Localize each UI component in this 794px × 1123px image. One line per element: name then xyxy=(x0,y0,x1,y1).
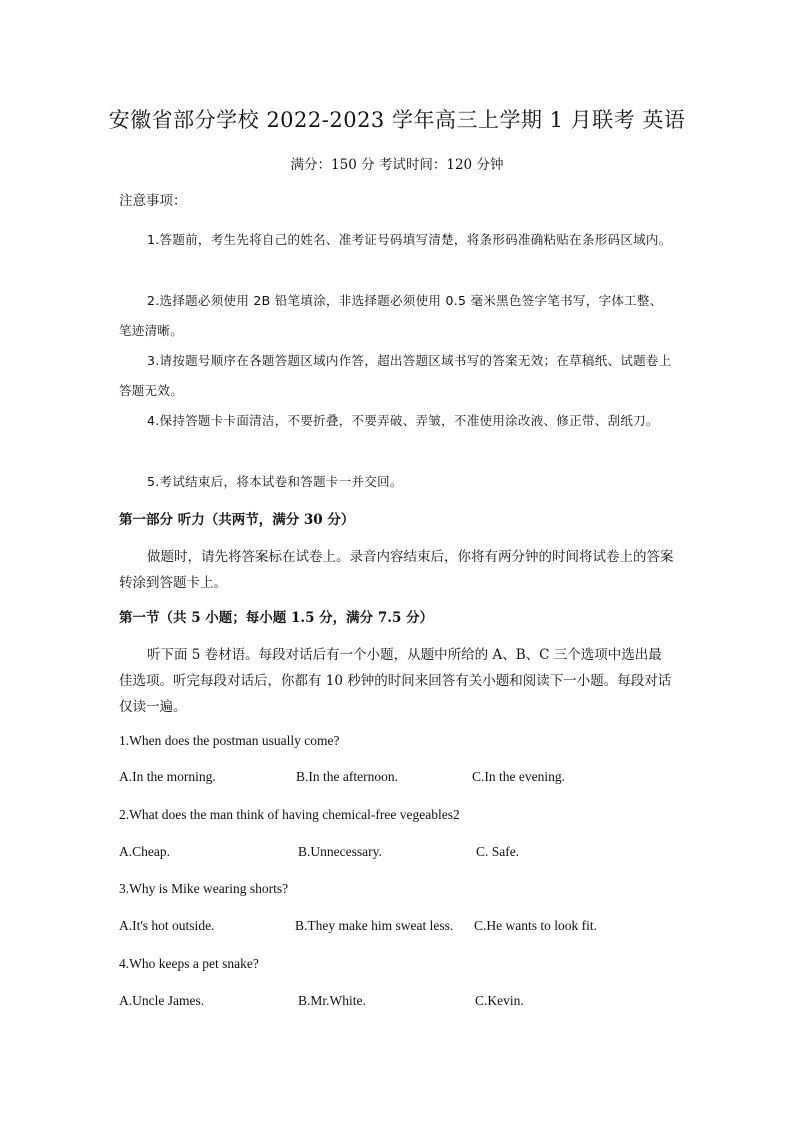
option-b: B.Unnecessary. xyxy=(298,844,382,859)
section1-heading: 第一节（共 5 小题；每小题 1.5 分，满分 7.5 分） xyxy=(119,610,434,626)
notice-item-5: 5.考试结束后，将本试卷和答题卡一并交回。 xyxy=(147,474,403,489)
option-b: B.Mr.White. xyxy=(298,993,366,1008)
option-a: A.Uncle James. xyxy=(119,993,205,1008)
option-c: C. Safe. xyxy=(476,844,520,859)
option-c: C.Kevin. xyxy=(475,993,524,1008)
exam-subtitle: 满分：150 分 考试时间：120 分钟 xyxy=(290,157,504,173)
part1-intro: 做题时，请先将答案标在试卷上。录音内容结束后，你将有两分钟的时间将试卷上的答案转涂到答题卡上。 xyxy=(119,549,674,591)
notice-item-4: 4.保持答题卡卡面清洁，不要折叠，不要弄破、弄皱，不准使用涂改液、修正带、刮纸刀。 xyxy=(147,413,659,428)
exam-title: 安徽省部分学校 2022-2023 学年高三上学期 1 月联考 英语 xyxy=(108,108,686,132)
notice-item-1: 1.答题前，考生先将自己的姓名、准考证号码填写清楚，将条形码准确粘贴在条形码区域内。 xyxy=(147,232,672,247)
option-b: B.In the afternoon. xyxy=(296,769,398,784)
option-a: A.It's hot outside. xyxy=(119,918,215,933)
question-stem: 3.Why is Mike wearing shorts? xyxy=(119,881,289,896)
option-c: C.In the evening. xyxy=(472,769,565,784)
option-a: A.In the morning. xyxy=(119,769,216,784)
notice-item-2: 2.选择题必须使用 2B 铅笔填涂，非选择题必须使用 0.5 毫米黑色签字笔书写，字体工整、笔迹清晰。 xyxy=(119,293,663,338)
notice-heading: 注意事项： xyxy=(119,193,187,209)
question-stem: 2.What does the man think of having chemical-free vegeables2 xyxy=(119,807,460,822)
question-stem: 4.Who keeps a pet snake? xyxy=(119,956,259,971)
option-a: A.Cheap. xyxy=(119,844,170,859)
notice-item-3: 3.请按题号顺序在各题答题区域内作答，超出答题区域书写的答案无效；在草稿纸、试题卷上答题无效。 xyxy=(119,353,672,398)
section1-intro: 听下面 5 卷材语。每段对话后有一个小题，从题中所给的 A、B、C 三个选项中选出最佳选项。听完每段对话后，你都有 10 秒钟的时间来回答有关小题和阅读下一小题。每段对话仅读一遍。 xyxy=(119,647,672,715)
option-c: C.He wants to look fit. xyxy=(474,918,597,933)
part1-heading: 第一部分 听力（共两节，满分 30 分） xyxy=(119,512,355,528)
question-stem: 1.When does the postman usually come? xyxy=(119,733,340,748)
option-b: B.They make him sweat less. xyxy=(295,918,454,933)
